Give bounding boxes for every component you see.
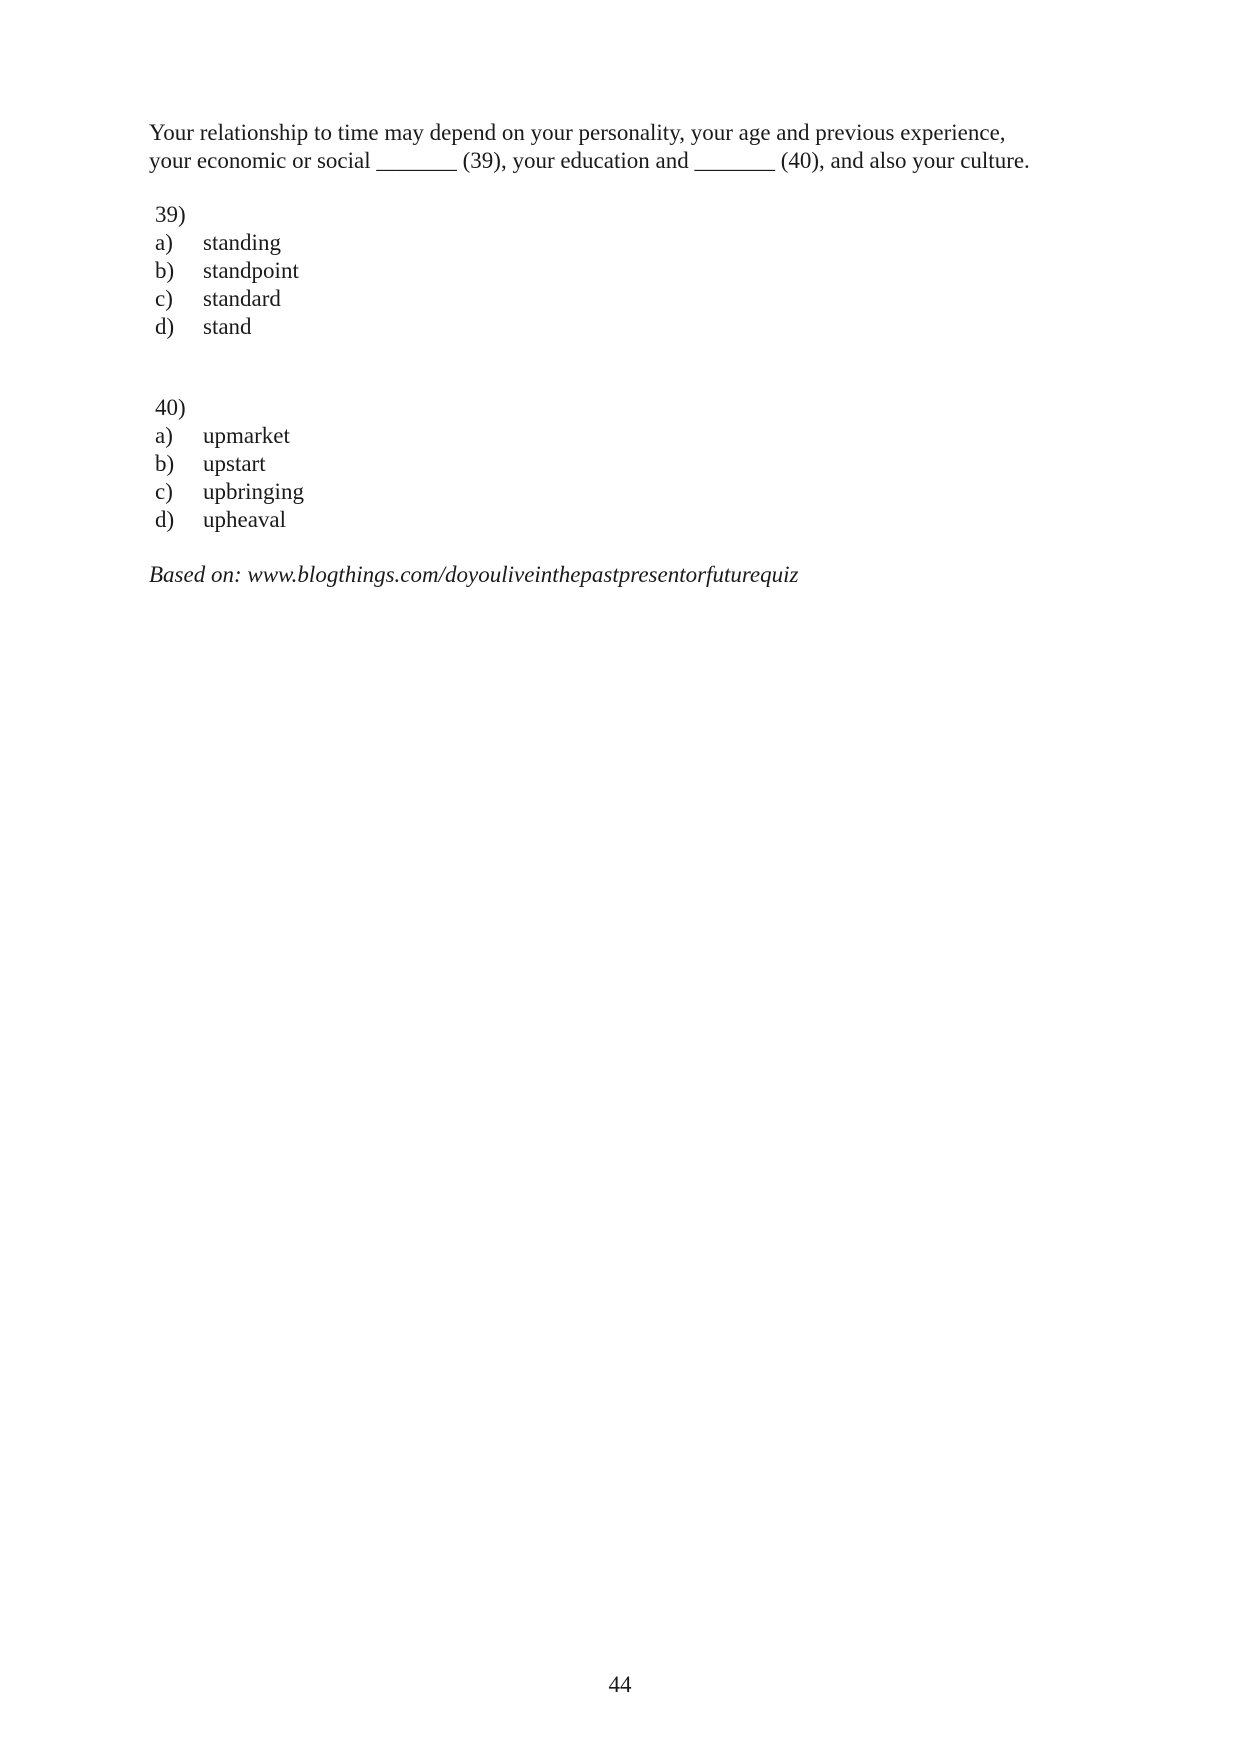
passage-line: your economic or social _______ (39), your education and _______ (40), and also your culture. [149,148,1030,173]
answer-option [155,313,299,341]
page-number: 44 [608,1672,632,1697]
answer-option [155,285,299,313]
passage-line: Your relationship to time may depend on your personality, your age and previous experience, [149,120,1006,145]
option-letter: b) [155,451,175,476]
question-number: 39) [155,202,186,227]
question-39 [155,201,299,341]
answer-option [155,450,304,478]
question-40 [155,394,304,534]
option-text: standing [203,230,281,255]
option-letter: d) [155,507,175,532]
option-letter: c) [155,286,173,311]
option-text: upstart [203,451,266,476]
option-text: upmarket [203,423,290,448]
answer-option [155,422,304,450]
passage-text [149,119,1149,175]
answer-option [155,229,299,257]
option-text: standard [203,286,281,311]
answer-option [155,257,299,285]
option-text: stand [203,314,252,339]
option-letter: a) [155,230,173,255]
option-letter: d) [155,314,175,339]
option-letter: c) [155,479,173,504]
option-letter: a) [155,423,173,448]
answer-option [155,478,304,506]
answer-option [155,506,304,534]
option-text: upbringing [203,479,304,504]
question-number: 40) [155,395,186,420]
source-citation: Based on: www.blogthings.com/doyouliveinthepastpresentorfuturequiz [149,562,799,587]
option-letter: b) [155,258,175,283]
option-text: upheaval [203,507,287,532]
option-text: standpoint [203,258,299,283]
